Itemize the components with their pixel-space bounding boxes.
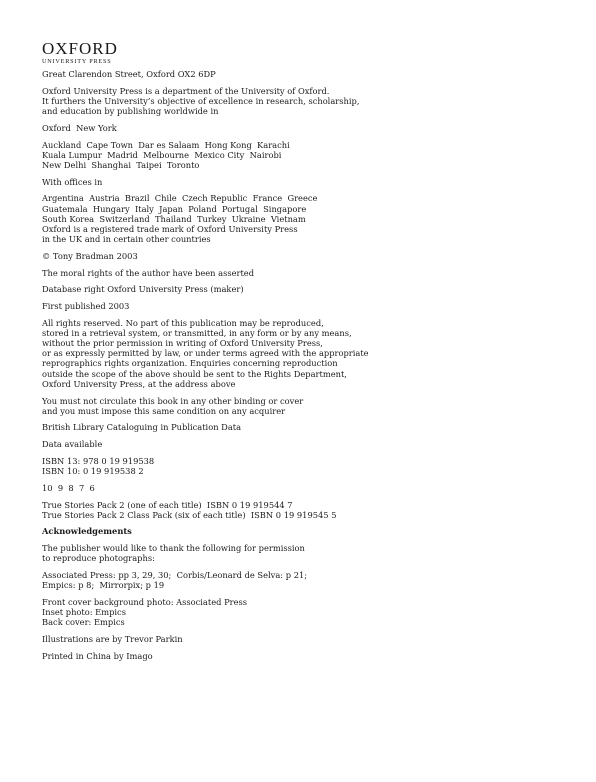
address-line: Great Clarendon Street, Oxford OX2 6DP — [42, 69, 216, 79]
database-right-line: Database right Oxford University Press (maker) — [42, 284, 244, 295]
rights-reserved — [42, 318, 562, 389]
pack-isbns — [42, 500, 562, 520]
first-published-line: First published 2003 — [42, 300, 130, 311]
logo-subtitle: UNIVERSITY PRESS — [42, 58, 112, 65]
circulation-notice-line: You must not circulate this book in any other binding or cover — [42, 395, 304, 406]
data-available — [42, 439, 562, 449]
circulation-notice — [42, 396, 562, 416]
first-published — [42, 301, 562, 311]
copyright-page — [42, 40, 562, 667]
rights-reserved-line: stored in a retrieval system, or transmitted, in any form or by any means, — [42, 327, 352, 338]
department-statement-line: It furthers the University’s objective of excellence in research, scholarship, — [42, 95, 360, 106]
pack-isbns-line: True Stories Pack 2 (one of each title) ISBN 0 19 919544 7 — [42, 499, 293, 510]
thanks-line: to reproduce photographs: — [42, 553, 155, 564]
department-statement — [42, 86, 562, 117]
main-offices-line: Oxford New York — [42, 122, 117, 133]
cataloguing-line: British Library Cataloguing in Publication Data — [42, 422, 242, 433]
rights-reserved-line: reprographics rights organization. Enquiries concerning reproduction — [42, 358, 338, 369]
imprint-text — [42, 69, 562, 661]
city-list-line: Auckland Cape Town Dar es Salaam Hong Kong Karachi — [42, 139, 290, 150]
main-offices — [42, 123, 562, 133]
logo-wordmark: OXFORD — [42, 39, 118, 58]
address — [42, 69, 562, 79]
isbn-line: ISBN 10: 0 19 919538 2 — [42, 466, 144, 477]
isbn-line: ISBN 13: 978 0 19 919538 — [42, 455, 155, 466]
pack-isbns-line: True Stories Pack 2 Class Pack (six of each title) ISBN 0 19 919545 5 — [42, 509, 337, 520]
rights-reserved-line: without the prior permission in writing of Oxford University Press, — [42, 338, 323, 349]
acknowledgements-heading — [42, 526, 562, 536]
printed-in — [42, 651, 562, 661]
moral-rights-line: The moral rights of the author have been asserted — [42, 267, 255, 278]
isbn — [42, 456, 562, 476]
country-list-line: South Korea Switzerland Thailand Turkey Ukraine Vietnam — [42, 213, 306, 224]
thanks — [42, 543, 562, 563]
country-list-line: Argentina Austria Brazil Chile Czech Republic France Greece — [42, 193, 318, 204]
circulation-notice-line: and you must impose this same condition on any acquirer — [42, 405, 286, 416]
cover-credits-line: Front cover background photo: Associated Press — [42, 596, 248, 607]
rights-reserved-line: or as expressly permitted by law, or under terms agreed with the appropriate — [42, 348, 369, 359]
oxford-logo — [42, 40, 562, 66]
photo-credits-line: Associated Press: pp 3, 29, 30; Corbis/Leonard de Selva: p 21; — [42, 570, 308, 581]
print-line — [42, 483, 562, 493]
print-line-line: 10 9 8 7 6 — [42, 482, 95, 493]
department-statement-line: Oxford University Press is a department of the University of Oxford. — [42, 85, 330, 96]
country-list-line: Oxford is a registered trade mark of Oxford University Press — [42, 223, 298, 234]
city-list-line: New Delhi Shanghai Taipei Toronto — [42, 159, 200, 170]
data-available-line: Data available — [42, 439, 103, 450]
offices-intro — [42, 177, 562, 187]
offices-intro-line: With offices in — [42, 176, 103, 187]
rights-reserved-line: outside the scope of the above should be sent to the Rights Department, — [42, 368, 347, 379]
illustrations — [42, 634, 562, 644]
photo-credits — [42, 570, 562, 590]
country-list-line: in the UK and in certain other countries — [42, 234, 211, 245]
cover-credits — [42, 597, 562, 628]
rights-reserved-line: All rights reserved. No part of this publication may be reproduced, — [42, 317, 324, 328]
photo-credits-line: Empics: p 8; Mirrorpix; p 19 — [42, 580, 165, 591]
copyright — [42, 251, 562, 261]
country-list-line: Guatemala Hungary Italy Japan Poland Portugal Singapore — [42, 203, 307, 214]
moral-rights — [42, 268, 562, 278]
cover-credits-line: Inset photo: Empics — [42, 607, 126, 618]
printed-in-line: Printed in China by Imago — [42, 650, 153, 661]
database-right — [42, 284, 562, 294]
department-statement-line: and education by publishing worldwide in — [42, 106, 219, 117]
city-list-line: Kuala Lumpur Madrid Melbourne Mexico City Nairobi — [42, 149, 282, 160]
city-list — [42, 140, 562, 171]
thanks-line: The publisher would like to thank the following for permission — [42, 543, 305, 554]
copyright-line: © Tony Bradman 2003 — [42, 250, 138, 261]
cataloguing — [42, 422, 562, 432]
illustrations-line: Illustrations are by Trevor Parkin — [42, 634, 183, 645]
acknowledgements-heading-line: Acknowledgements — [42, 526, 132, 537]
cover-credits-line: Back cover: Empics — [42, 617, 125, 628]
rights-reserved-line: Oxford University Press, at the address above — [42, 378, 236, 389]
country-list — [42, 193, 562, 244]
